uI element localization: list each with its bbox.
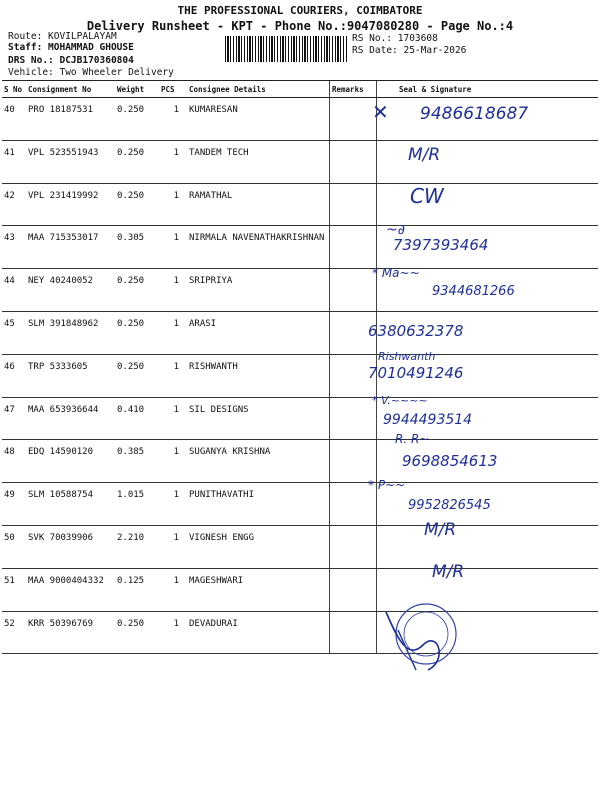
pcs-value: 1 — [159, 440, 187, 483]
table-row — [2, 311, 598, 354]
runsheet-subtitle: Delivery Runsheet - KPT - Phone No.:9047080280 - Page No.:4 — [86, 19, 514, 33]
pcs-value: 1 — [159, 568, 187, 611]
weight-value: 0.305 — [115, 226, 159, 269]
handwritten-phone: 9344681266 — [432, 284, 515, 299]
company-title: THE PROFESSIONAL COURIERS, COIMBATORE — [177, 4, 423, 17]
handwritten-phone: 9486618687 — [420, 104, 529, 124]
consignment-number: KRR 50396769 — [26, 611, 115, 654]
consignee-name: MAGESHWARI — [187, 568, 330, 611]
pcs-value: 1 — [159, 483, 187, 526]
row-sno: 42 — [2, 183, 26, 226]
handwritten-phone: 9944493514 — [383, 412, 473, 428]
consignment-number: VPL 523551943 — [26, 140, 115, 183]
handwritten-phone: 7397393464 — [393, 236, 489, 254]
handwritten-phone: 9952826545 — [408, 498, 491, 513]
col-weight: Weight — [115, 81, 159, 98]
remarks-cell — [330, 98, 377, 141]
consignee-name: NIRMALA NAVENATHAKRISHNAN — [187, 226, 330, 269]
table-row — [2, 525, 598, 568]
rs-date: RS Date: 25-Mar-2026 — [352, 45, 467, 56]
signature-mark: * V.~~~~ — [372, 394, 428, 407]
consignment-number: TRP 5333605 — [26, 354, 115, 397]
table-row — [2, 226, 598, 269]
handwritten-note: M/R — [432, 562, 465, 582]
remarks-cell — [330, 397, 377, 440]
remarks-cell — [330, 525, 377, 568]
signature-mark: Rishwanth — [378, 350, 436, 363]
table-row — [2, 354, 598, 397]
consignee-name: ARASI — [187, 311, 330, 354]
row-sno: 46 — [2, 354, 26, 397]
staff-label: Staff: MOHAMMAD GHOUSE — [8, 42, 134, 53]
row-sno: 51 — [2, 568, 26, 611]
weight-value: 0.125 — [115, 568, 159, 611]
weight-value: 0.410 — [115, 397, 159, 440]
runsheet-table — [2, 80, 598, 654]
col-remarks: Remarks — [330, 81, 377, 98]
weight-value: 0.250 — [115, 269, 159, 312]
consignment-number: EDQ 14590120 — [26, 440, 115, 483]
signature-mark: R. R~ — [395, 432, 430, 446]
consignee-name: PUNITHAVATHI — [187, 483, 330, 526]
weight-value: 0.250 — [115, 140, 159, 183]
remarks-cell — [330, 183, 377, 226]
table-row — [2, 483, 598, 526]
row-sno: 44 — [2, 269, 26, 312]
row-sno: 49 — [2, 483, 26, 526]
consignee-name: VIGNESH ENGG — [187, 525, 330, 568]
row-sno: 50 — [2, 525, 26, 568]
consignment-number: NEY 40240052 — [26, 269, 115, 312]
weight-value: 0.250 — [115, 354, 159, 397]
handwritten-phone: 6380632378 — [368, 322, 464, 340]
weight-value: 0.250 — [115, 311, 159, 354]
col-seal: Seal & Signature — [377, 81, 599, 98]
row-sno: 41 — [2, 140, 26, 183]
consignee-name: RAMATHAL — [187, 183, 330, 226]
handwritten-note: CW — [410, 184, 444, 208]
table-row — [2, 183, 598, 226]
row-sno: 43 — [2, 226, 26, 269]
col-pcs: PCS — [159, 81, 187, 98]
signature-mark: * Ma~~ — [372, 266, 420, 280]
handwritten-phone: 7010491246 — [368, 364, 464, 382]
consignment-number: MAA 715353017 — [26, 226, 115, 269]
consignment-number: SVK 70039906 — [26, 525, 115, 568]
weight-value: 0.385 — [115, 440, 159, 483]
consignee-name: SIL DESIGNS — [187, 397, 330, 440]
consignee-name: RISHWANTH — [187, 354, 330, 397]
table-row — [2, 140, 598, 183]
col-consignee: Consignee Details — [187, 81, 330, 98]
row-sno: 48 — [2, 440, 26, 483]
handwritten-note: M/R — [408, 145, 441, 165]
consignee-name: SRIPRIYA — [187, 269, 330, 312]
table-row — [2, 568, 598, 611]
table-row — [2, 397, 598, 440]
handwritten-phone: 9698854613 — [402, 452, 498, 470]
pcs-value: 1 — [159, 183, 187, 226]
pcs-value: 1 — [159, 269, 187, 312]
consignee-name: TANDEM TECH — [187, 140, 330, 183]
vehicle-label: Vehicle: Two Wheeler Delivery — [8, 67, 174, 78]
weight-value: 2.210 — [115, 525, 159, 568]
barcode — [225, 36, 347, 62]
weight-value: 0.250 — [115, 98, 159, 141]
rs-number: RS No.: 1703608 — [352, 33, 438, 44]
table-row — [2, 440, 598, 483]
pcs-value: 1 — [159, 311, 187, 354]
remarks-cell — [330, 140, 377, 183]
weight-value: 0.250 — [115, 183, 159, 226]
consignment-number: MAA 653936644 — [26, 397, 115, 440]
company-seal-stamp — [368, 600, 468, 680]
consignment-number: SLM 391848962 — [26, 311, 115, 354]
pcs-value: 1 — [159, 397, 187, 440]
remarks-cell — [330, 269, 377, 312]
weight-value: 0.250 — [115, 611, 159, 654]
drs-number: DRS No.: DCJB170360804 — [8, 55, 134, 66]
col-consignment: Consignment No — [26, 81, 115, 98]
consignment-number: PRO 18187531 — [26, 98, 115, 141]
handwritten-note: M/R — [424, 520, 457, 540]
remarks-cell — [330, 226, 377, 269]
consignee-name: SUGANYA KRISHNA — [187, 440, 330, 483]
consignment-number: MAA 9000404332 — [26, 568, 115, 611]
row-sno: 52 — [2, 611, 26, 654]
pcs-value: 1 — [159, 98, 187, 141]
row-sno: 45 — [2, 311, 26, 354]
col-sno: S No — [2, 81, 26, 98]
seal-signature-cell — [377, 525, 599, 568]
signature-mark: ✕ — [372, 100, 389, 124]
remarks-cell — [330, 440, 377, 483]
pcs-value: 1 — [159, 140, 187, 183]
pcs-value: 1 — [159, 354, 187, 397]
row-sno: 40 — [2, 98, 26, 141]
signature-mark: * P~~ — [368, 478, 406, 492]
weight-value: 1.015 — [115, 483, 159, 526]
route-label: Route: KOVILPALAYAM — [8, 31, 117, 42]
consignment-number: SLM 10588754 — [26, 483, 115, 526]
table-row — [2, 611, 598, 654]
row-sno: 47 — [2, 397, 26, 440]
pcs-value: 1 — [159, 525, 187, 568]
table-header-row — [2, 81, 598, 98]
pcs-value: 1 — [159, 611, 187, 654]
consignee-name: KUMARESAN — [187, 98, 330, 141]
pcs-value: 1 — [159, 226, 187, 269]
consignee-name: DEVADURAI — [187, 611, 330, 654]
signature-mark: ~∂ — [386, 222, 405, 238]
consignment-number: VPL 231419992 — [26, 183, 115, 226]
